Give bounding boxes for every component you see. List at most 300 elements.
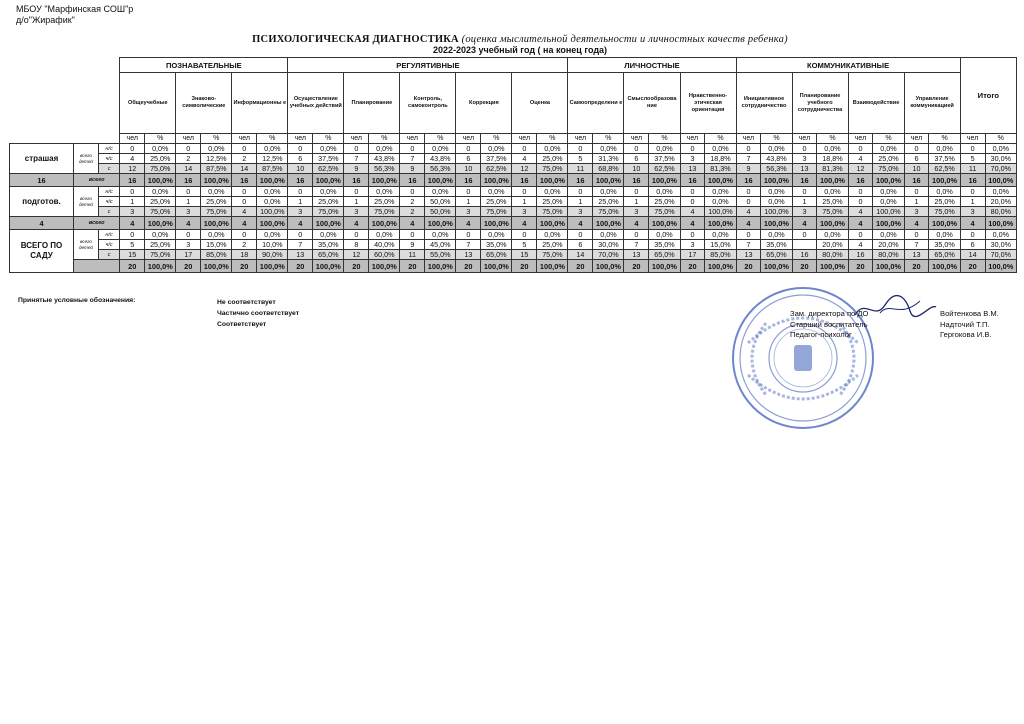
row-code: с	[98, 207, 119, 217]
category-header: Планирование учебного сотрудничества	[792, 73, 848, 134]
table-total-cell: 16	[232, 174, 257, 187]
table-total-cell: 100,0%	[481, 174, 512, 187]
table-cell: 4	[736, 207, 761, 217]
table-cell: 0,0%	[201, 144, 232, 154]
unit-percent: %	[145, 134, 176, 144]
table-total-cell: 20	[288, 260, 313, 273]
table-cell: 0,0%	[985, 187, 1016, 197]
table-total-cell: 4	[736, 217, 761, 230]
unit-percent: %	[201, 134, 232, 144]
table-cell: 100,0%	[761, 207, 792, 217]
signatures-block	[790, 309, 999, 341]
table-cell: 75,0%	[537, 207, 568, 217]
table-cell: 2	[400, 197, 425, 207]
table-cell: 50,0%	[425, 197, 456, 207]
unit-count: чел	[176, 134, 201, 144]
table-total-cell: 100,0%	[537, 217, 568, 230]
table-cell: 6	[288, 154, 313, 164]
unit-count: чел	[904, 134, 929, 144]
unit-count: чел	[120, 134, 145, 144]
unit-percent: %	[481, 134, 512, 144]
table-cell: 0,0%	[929, 187, 960, 197]
table-cell: 37,5%	[649, 154, 680, 164]
unit-percent: %	[257, 134, 288, 144]
table-total-cell: 4	[680, 217, 705, 230]
unit-percent: %	[537, 134, 568, 144]
table-cell: 75,0%	[201, 207, 232, 217]
table-total-cell: 16	[288, 174, 313, 187]
table-cell: 43,8%	[425, 154, 456, 164]
table-cell: 25,0%	[537, 154, 568, 164]
unit-count: чел	[232, 134, 257, 144]
table-cell: 0,0%	[145, 230, 176, 240]
table-total-cell: 100,0%	[425, 174, 456, 187]
table-cell: 0,0%	[201, 230, 232, 240]
table-cell: 5	[512, 240, 537, 250]
table-cell: 3	[456, 207, 481, 217]
table-cell: 3	[680, 154, 705, 164]
table-total-cell: 100,0%	[817, 260, 848, 273]
header-corner	[10, 58, 120, 144]
table-cell: 0	[176, 144, 201, 154]
table-cell: 0,0%	[481, 187, 512, 197]
table-cell: 0,0%	[481, 144, 512, 154]
table-cell: 10,0%	[257, 240, 288, 250]
table-cell: 0,0%	[425, 230, 456, 240]
header-row-units	[10, 134, 1017, 144]
unit-count: чел	[736, 134, 761, 144]
unit-count: чел	[456, 134, 481, 144]
table-cell: 11	[400, 250, 425, 260]
table-cell: 3	[288, 207, 313, 217]
table-cell: 75,0%	[537, 164, 568, 174]
unit-count: чел	[680, 134, 705, 144]
table-cell: 0	[232, 230, 257, 240]
unit-count: чел	[624, 134, 649, 144]
table-total-cell: 4	[232, 217, 257, 230]
group-header: КОММУНИКАТИВНЫЕ	[736, 58, 960, 73]
table-total-cell: 16	[904, 174, 929, 187]
table-total-cell: 100,0%	[873, 174, 904, 187]
table-row	[10, 250, 1017, 260]
table-cell: 6	[568, 240, 593, 250]
table-cell: 17	[176, 250, 201, 260]
table-total-cell: 16	[568, 174, 593, 187]
table-total-cell: 100,0%	[425, 260, 456, 273]
table-cell: 13	[736, 250, 761, 260]
table-cell: 0	[960, 144, 985, 154]
table-cell: 75,0%	[649, 207, 680, 217]
table-cell: 75,0%	[817, 207, 848, 217]
table-total-cell: 100,0%	[257, 174, 288, 187]
table-cell: 0,0%	[649, 230, 680, 240]
unit-percent: %	[705, 134, 736, 144]
table-total-cell: 100,0%	[481, 217, 512, 230]
table-cell: 40,0%	[369, 240, 400, 250]
table-cell: 0	[736, 197, 761, 207]
table-cell: 75,0%	[313, 207, 344, 217]
table-total-cell: 100,0%	[985, 174, 1016, 187]
table-total-cell: 16	[512, 174, 537, 187]
table-cell: 100,0%	[873, 207, 904, 217]
category-header: Инициативное сотрудничество	[736, 73, 792, 134]
table-cell: 3	[176, 207, 201, 217]
table-cell: 0	[736, 187, 761, 197]
table-cell: 16	[848, 250, 873, 260]
table-cell: 4	[848, 240, 873, 250]
unit-percent: %	[425, 134, 456, 144]
table-cell: 0,0%	[425, 144, 456, 154]
row-group-label: подготов.	[10, 187, 74, 217]
table-cell: 81,3%	[817, 164, 848, 174]
table-total-cell: 100,0%	[593, 217, 624, 230]
table-cell: 13	[792, 164, 817, 174]
row-total-vsego: всего	[74, 174, 120, 187]
table-total-cell: 16	[400, 174, 425, 187]
table-total-cell: 100,0%	[369, 217, 400, 230]
table-cell: 0	[680, 230, 705, 240]
table-cell: 0	[400, 187, 425, 197]
org-line-2: д/о"Жирафик"	[16, 15, 75, 25]
table-cell: 14	[176, 164, 201, 174]
table-cell: 0,0%	[761, 187, 792, 197]
legend-item-s: Соответствует	[217, 321, 267, 328]
table-cell: 25,0%	[145, 240, 176, 250]
table-cell: 0	[232, 187, 257, 197]
category-header: Планирование	[344, 73, 400, 134]
table-cell: 25,0%	[145, 154, 176, 164]
signature-name: Гергокова И.В.	[940, 330, 992, 339]
table-total-cell: 16	[344, 174, 369, 187]
unit-percent: %	[369, 134, 400, 144]
table-cell: 0	[400, 144, 425, 154]
table-cell: 0	[568, 144, 593, 154]
row-vsego-detey: всего детей	[74, 230, 99, 260]
table-cell: 3	[792, 154, 817, 164]
table-cell: 0	[120, 144, 145, 154]
total-header: Итого	[960, 58, 1016, 134]
table-total-cell: 20	[120, 260, 145, 273]
table-cell: 85,0%	[201, 250, 232, 260]
table-cell: 0,0%	[145, 187, 176, 197]
table-cell: 0,0%	[761, 144, 792, 154]
table-cell: 0,0%	[537, 187, 568, 197]
table-total-cell: 20	[176, 260, 201, 273]
table-cell: 10	[456, 164, 481, 174]
table-cell: 75,0%	[873, 164, 904, 174]
header-row-categories	[10, 73, 1017, 134]
table-cell: 80,0%	[817, 250, 848, 260]
row-code: н/с	[98, 187, 119, 197]
table-cell: 62,5%	[313, 164, 344, 174]
table-cell: 0	[344, 187, 369, 197]
row-total-label: 16	[10, 174, 74, 187]
table-cell: 0	[848, 197, 873, 207]
document-subtitle: 2022-2023 учебный год ( на конец года)	[432, 45, 608, 55]
table-cell: 25,0%	[873, 154, 904, 164]
table-cell: 17	[680, 250, 705, 260]
table-cell: 75,0%	[145, 207, 176, 217]
table-total-cell: 20	[960, 260, 985, 273]
unit-count: чел	[568, 134, 593, 144]
unit-count: чел	[512, 134, 537, 144]
group-header: РЕГУЛЯТИВНЫЕ	[288, 58, 568, 73]
legend-title: Принятые условные обозначения:	[18, 297, 136, 304]
table-cell: 12,5%	[257, 154, 288, 164]
table-total-cell: 100,0%	[649, 217, 680, 230]
table-total-cell: 100,0%	[201, 260, 232, 273]
category-header: Информационны е	[232, 73, 288, 134]
table-cell: 25,0%	[369, 197, 400, 207]
table-cell: 0	[512, 230, 537, 240]
table-cell: 85,0%	[705, 250, 736, 260]
table-cell: 0,0%	[481, 230, 512, 240]
table-cell: 1	[904, 197, 929, 207]
table-cell: 0,0%	[313, 230, 344, 240]
table-cell: 20,0%	[817, 240, 848, 250]
table-cell: 0	[680, 187, 705, 197]
table-total-cell: 16	[680, 174, 705, 187]
row-group-label: ВСЕГО ПО САДУ	[10, 230, 74, 273]
table-cell: 0,0%	[593, 230, 624, 240]
table-cell: 1	[120, 197, 145, 207]
table-cell: 3	[344, 207, 369, 217]
table-cell: 0	[960, 230, 985, 240]
signature-name: Войтенкова В.М.	[940, 309, 999, 318]
table-cell: 0	[792, 187, 817, 197]
table-cell: 7	[400, 154, 425, 164]
table-cell: 25,0%	[929, 197, 960, 207]
table-cell: 0,0%	[985, 230, 1016, 240]
table-cell: 0,0%	[313, 187, 344, 197]
row-code: ч/с	[98, 240, 119, 250]
table-cell: 0,0%	[257, 197, 288, 207]
table-total-cell: 100,0%	[873, 260, 904, 273]
table-cell: 4	[848, 207, 873, 217]
table-total-cell: 100,0%	[257, 217, 288, 230]
row-code: с	[98, 164, 119, 174]
table-total-cell: 4	[848, 217, 873, 230]
table-cell: 12	[848, 164, 873, 174]
table-total-cell: 4	[960, 217, 985, 230]
table-cell: 20,0%	[873, 240, 904, 250]
table-total-cell: 100,0%	[929, 260, 960, 273]
table-cell: 30,0%	[985, 240, 1016, 250]
table-cell: 3	[512, 207, 537, 217]
table-cell: 70,0%	[985, 250, 1016, 260]
table-cell: 9	[400, 164, 425, 174]
table-cell: 12	[344, 250, 369, 260]
table-cell: 65,0%	[929, 250, 960, 260]
table-total-cell: 100,0%	[201, 217, 232, 230]
category-header: Контроль, самоконтроль	[400, 73, 456, 134]
table-cell: 1	[792, 197, 817, 207]
table-cell: 25,0%	[649, 197, 680, 207]
table-total-cell: 100,0%	[817, 174, 848, 187]
organization-header	[16, 4, 133, 26]
table-cell: 0	[232, 197, 257, 207]
table-total-cell: 16	[736, 174, 761, 187]
table-total-cell: 20	[680, 260, 705, 273]
table-cell: 9	[736, 164, 761, 174]
table-total-cell: 20	[736, 260, 761, 273]
table-cell: 75,0%	[593, 207, 624, 217]
table-cell: 87,5%	[201, 164, 232, 174]
table-row	[10, 240, 1017, 250]
table-total-cell: 100,0%	[705, 260, 736, 273]
table-cell: 35,0%	[313, 240, 344, 250]
table-total-cell: 20	[568, 260, 593, 273]
unit-percent: %	[761, 134, 792, 144]
table-cell: 4	[120, 154, 145, 164]
table-cell: 0,0%	[873, 197, 904, 207]
table-cell: 0	[288, 230, 313, 240]
table-total-cell: 4	[456, 217, 481, 230]
table-cell: 0,0%	[705, 144, 736, 154]
table-total-row	[10, 260, 1017, 273]
row-group-label: страшая	[10, 144, 74, 174]
table-cell: 25,0%	[537, 197, 568, 207]
table-cell: 0	[736, 144, 761, 154]
table-cell: 35,0%	[649, 240, 680, 250]
table-cell: 0,0%	[257, 187, 288, 197]
table-total-cell: 100,0%	[537, 260, 568, 273]
table-cell: 100,0%	[257, 207, 288, 217]
table-total-cell: 4	[792, 217, 817, 230]
table-cell: 9	[400, 240, 425, 250]
table-cell: 75,0%	[145, 250, 176, 260]
unit-count: чел	[288, 134, 313, 144]
row-code: н/с	[98, 230, 119, 240]
table-total-cell: 100,0%	[593, 260, 624, 273]
table-cell: 0	[848, 230, 873, 240]
table-cell: 45,0%	[425, 240, 456, 250]
table-cell: 0	[120, 230, 145, 240]
row-total-vsego: всего	[74, 217, 120, 230]
table-cell: 11	[960, 164, 985, 174]
table-cell: 15,0%	[705, 240, 736, 250]
unit-count: чел	[960, 134, 985, 144]
unit-count: чел	[400, 134, 425, 144]
table-cell: 60,0%	[369, 250, 400, 260]
table-cell: 1	[288, 197, 313, 207]
table-cell: 0	[568, 230, 593, 240]
table-cell: 0	[288, 187, 313, 197]
category-header: Оценка	[512, 73, 568, 134]
table-cell: 1	[456, 197, 481, 207]
table-cell: 18,8%	[705, 154, 736, 164]
legend	[217, 297, 299, 330]
table-cell: 0	[904, 230, 929, 240]
table-cell: 1	[624, 197, 649, 207]
table-cell: 0	[400, 230, 425, 240]
table-cell: 65,0%	[649, 250, 680, 260]
table-cell: 0,0%	[705, 197, 736, 207]
table-cell: 0,0%	[201, 187, 232, 197]
table-cell: 0,0%	[257, 144, 288, 154]
table-cell: 0	[904, 187, 929, 197]
table-cell: 0	[680, 197, 705, 207]
unit-percent: %	[593, 134, 624, 144]
table-cell: 35,0%	[929, 240, 960, 250]
table-cell: 12	[512, 164, 537, 174]
table-cell: 10	[904, 164, 929, 174]
row-total-label: 4	[10, 217, 74, 230]
table-cell: 7	[624, 240, 649, 250]
table-total-cell: 100,0%	[313, 260, 344, 273]
table-cell: 56,3%	[425, 164, 456, 174]
table-cell: 14	[960, 250, 985, 260]
table-cell: 20,0%	[985, 197, 1016, 207]
table-cell: 0	[624, 187, 649, 197]
table-total-cell: 20	[792, 260, 817, 273]
table-cell: 25,0%	[145, 197, 176, 207]
group-header: ПОЗНАВАТЕЛЬНЫЕ	[120, 58, 288, 73]
table-total-cell: 20	[344, 260, 369, 273]
table-cell: 0	[176, 187, 201, 197]
table-cell: 0,0%	[817, 144, 848, 154]
table-cell	[792, 240, 817, 250]
category-header: Взаимодействие	[848, 73, 904, 134]
table-cell: 0,0%	[425, 187, 456, 197]
table-total-cell: 100,0%	[817, 217, 848, 230]
table-total-cell: 20	[624, 260, 649, 273]
table-cell: 75,0%	[481, 207, 512, 217]
table-cell: 3	[680, 240, 705, 250]
table-cell: 43,8%	[369, 154, 400, 164]
table-cell: 0,0%	[537, 230, 568, 240]
table-total-cell: 100,0%	[257, 260, 288, 273]
table-cell: 37,5%	[929, 154, 960, 164]
category-header: Самоопределени е	[568, 73, 624, 134]
table-cell: 31,3%	[593, 154, 624, 164]
table-total-cell: 100,0%	[145, 217, 176, 230]
table-cell: 62,5%	[481, 164, 512, 174]
table-total-cell: 100,0%	[369, 260, 400, 273]
header-row-groups	[10, 58, 1017, 73]
table-cell: 0,0%	[873, 187, 904, 197]
unit-count: чел	[344, 134, 369, 144]
table-cell: 2	[232, 154, 257, 164]
table-cell: 4	[232, 207, 257, 217]
table-total-cell: 4	[904, 217, 929, 230]
table-total-cell: 100,0%	[593, 174, 624, 187]
table-cell: 15	[120, 250, 145, 260]
table-cell: 3	[176, 240, 201, 250]
table-cell: 0,0%	[761, 197, 792, 207]
table-cell: 5	[960, 154, 985, 164]
table-cell: 0	[960, 187, 985, 197]
category-header: Общеучебные	[120, 73, 176, 134]
group-header: ЛИЧНОСТНЫЕ	[568, 58, 736, 73]
table-cell: 6	[960, 240, 985, 250]
table-cell: 0,0%	[929, 230, 960, 240]
table-total-cell: 100,0%	[369, 174, 400, 187]
row-code: н/с	[98, 144, 119, 154]
table-cell: 75,0%	[929, 207, 960, 217]
table-cell: 37,5%	[481, 154, 512, 164]
table-cell: 5	[120, 240, 145, 250]
unit-percent: %	[817, 134, 848, 144]
table-cell: 81,3%	[705, 164, 736, 174]
table-total-cell: 100,0%	[761, 260, 792, 273]
table-cell: 3	[904, 207, 929, 217]
table-cell: 68,8%	[593, 164, 624, 174]
table-cell: 0	[792, 230, 817, 240]
table-total-cell: 4	[400, 217, 425, 230]
table-cell: 14	[232, 164, 257, 174]
category-header: Смыслообразова ние	[624, 73, 680, 134]
